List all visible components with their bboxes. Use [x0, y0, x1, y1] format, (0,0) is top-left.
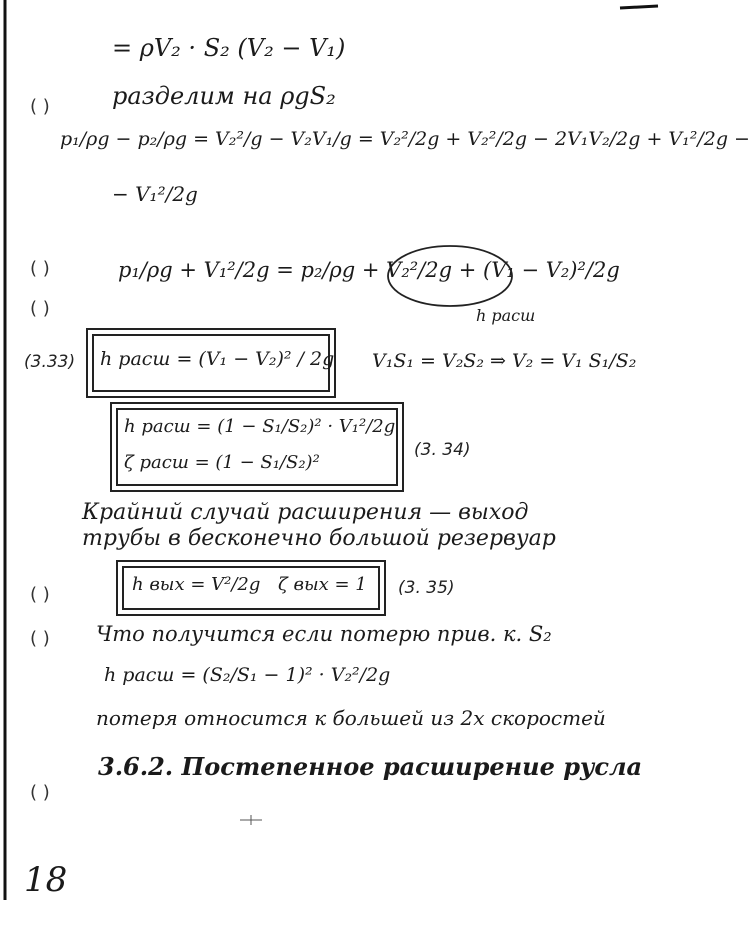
equation-line-5: p₁/ρg + V₁²/2g = p₂/ρg + V₂²/2g + (V₁ − V₂)²/2g — [118, 258, 620, 282]
section-heading: 3.6.2. Постепенное расширение русла — [98, 752, 643, 781]
margin-mark: ( ) — [30, 298, 50, 319]
text-extreme-case: Крайний случай расширения — выход — [82, 500, 529, 525]
formula-3-35-coef: ζ вых = 1 — [278, 574, 367, 595]
margin-mark: ( ) — [30, 258, 50, 279]
formula-3-35-head: h вых = V²/2g — [132, 574, 261, 595]
page-number: 18 — [24, 860, 68, 900]
loss-term-label: h расш — [476, 306, 536, 325]
formula-3-34-head: h расш = (1 − S₁/S₂)² · V₁²/2g — [124, 416, 396, 437]
continuity-equation: V₁S₁ = V₂S₂ ⇒ V₂ = V₁ S₁/S₂ — [372, 350, 637, 372]
equation-number-3-33: (3.33) — [24, 352, 76, 372]
formula-3-34-coef: ζ расш = (1 − S₁/S₂)² — [124, 452, 320, 473]
equation-line-3: p₁/ρg − p₂/ρg = V₂²/g − V₂V₁/g = V₂²/2g + V₂²/2g − 2V₁V₂/2g + V₁²/2g − — [60, 128, 750, 150]
text-question: Что получится если потерю прив. к. S₂ — [96, 622, 552, 646]
margin-mark: ( ) — [30, 584, 50, 605]
text-reservoir: трубы в бесконечно большой резервуар — [82, 526, 556, 551]
margin-mark: ( ) — [30, 628, 50, 649]
text-divide-note: разделим на ρgS₂ — [112, 82, 336, 110]
formula-loss-s2: h расш = (S₂/S₁ − 1)² · V₂²/2g — [104, 664, 391, 686]
margin-mark: ( ) — [30, 96, 50, 117]
equation-line-4: − V₁²/2g — [112, 182, 198, 206]
margin-mark: ( ) — [30, 782, 50, 803]
text-larger-velocity: потеря относится к большей из 2х скоростей — [96, 706, 606, 730]
equation-number-3-34: (3. 34) — [414, 440, 471, 460]
equation-line-1: = ρV₂ · S₂ (V₂ − V₁) — [112, 34, 346, 62]
formula-3-33: h расш = (V₁ − V₂)² / 2g — [100, 348, 335, 370]
equation-number-3-35: (3. 35) — [398, 578, 455, 598]
